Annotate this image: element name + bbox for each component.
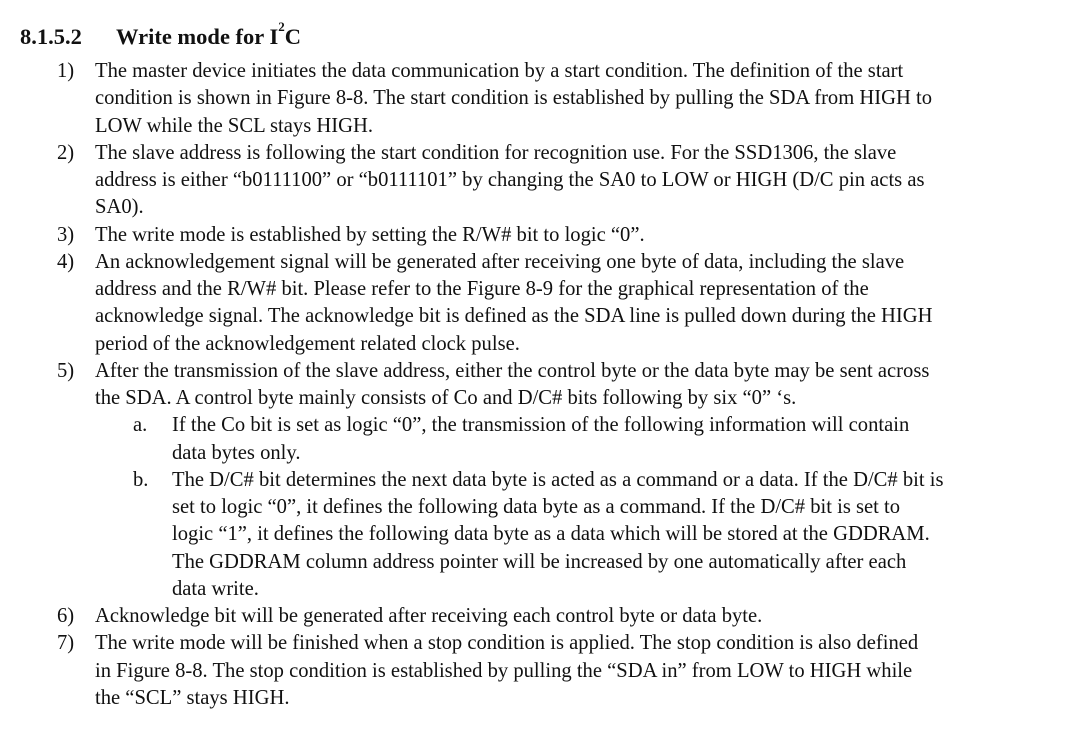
list-marker: 7): [57, 632, 75, 655]
text-line: LOW while the SCL stays HIGH.: [95, 114, 373, 137]
text-line: The write mode will be finished when a stop condition is applied. The stop condition is also defined: [95, 632, 919, 655]
list-marker: 4): [57, 250, 75, 273]
text-line: set to logic “0”, it defines the following data byte as a command. If the D/C# bit is set to: [172, 496, 901, 518]
list-marker: 2): [57, 141, 75, 164]
text-line: SA0).: [95, 196, 144, 219]
section-title: [116, 19, 302, 49]
text-line: An acknowledgement signal will be generated after receiving one byte of data, including the slave: [95, 250, 905, 273]
numbered-list: [0, 58, 1080, 712]
section-heading: [20, 19, 302, 52]
text-line: The slave address is following the start condition for recognition use. For the SSD1306, the slave: [95, 141, 897, 164]
sub-list-marker: a.: [133, 414, 148, 437]
text-line: The write mode is established by setting the R/W# bit to logic “0”.: [95, 223, 645, 246]
text-line: Acknowledge bit will be generated after receiving each control byte or data byte.: [95, 605, 763, 627]
sub-item-a: [0, 412, 1080, 467]
text-line: After the transmission of the slave address, either the control byte or the data byte may be sent across: [95, 359, 930, 382]
text-line: The D/C# bit determines the next data byte is acted as a command or a data. If the D/C# bit is: [172, 468, 944, 491]
text-line: acknowledge signal. The acknowledge bit is defined as the SDA line is pulled down during the HIGH: [95, 305, 933, 328]
sub-list-marker: b.: [133, 468, 149, 491]
list-marker: 3): [57, 223, 75, 246]
section-number: 8.1.5.2: [20, 24, 82, 49]
list-item-5: [0, 358, 1080, 413]
text-line: logic “1”, it defines the following data byte as a data which will be stored at the GDDRAM.: [172, 523, 930, 546]
text-line: address and the R/W# bit. Please refer to the Figure 8-9 for the graphical representation of the: [95, 278, 869, 300]
sub-item-b: [0, 467, 1080, 603]
text-line: in Figure 8-8. The stop condition is established by pulling the “SDA in” from LOW to HIGH while: [95, 659, 913, 682]
text-line: The GDDRAM column address pointer will be increased by one automatically after each: [172, 550, 907, 573]
text-line: condition is shown in Figure 8-8. The start condition is established by pulling the SDA from HIGH to: [95, 87, 933, 110]
list-item-6: [0, 603, 1080, 630]
list-marker: 5): [57, 359, 75, 382]
text-line: address is either “b0111100” or “b0111101” by changing the SA0 to LOW or HIGH (D/C pin acts as: [95, 169, 925, 191]
list-item-1: [0, 58, 1080, 140]
text-line: data bytes only.: [172, 441, 301, 464]
text-line: the “SCL” stays HIGH.: [95, 686, 290, 709]
section-title-superscript: 2: [278, 19, 285, 34]
text-line: the SDA. A control byte mainly consists of Co and D/C# bits following by six “0” ‘s.: [95, 387, 797, 409]
list-item-7: [0, 630, 1080, 712]
section-title-prefix: Write mode for I: [116, 24, 279, 49]
text-line: If the Co bit is set as logic “0”, the transmission of the following information will contain: [172, 414, 910, 437]
list-item-3: [0, 222, 1080, 249]
text-line: period of the acknowledgement related clock pulse.: [95, 332, 520, 355]
text-line: The master device initiates the data communication by a start condition. The definition of the start: [95, 60, 904, 82]
section-title-suffix: C: [284, 24, 302, 49]
text-line: data write.: [172, 577, 259, 600]
list-item-2: [0, 140, 1080, 222]
list-marker: 6): [57, 605, 75, 627]
list-marker: 1): [57, 60, 75, 82]
list-item-4: [0, 249, 1080, 358]
